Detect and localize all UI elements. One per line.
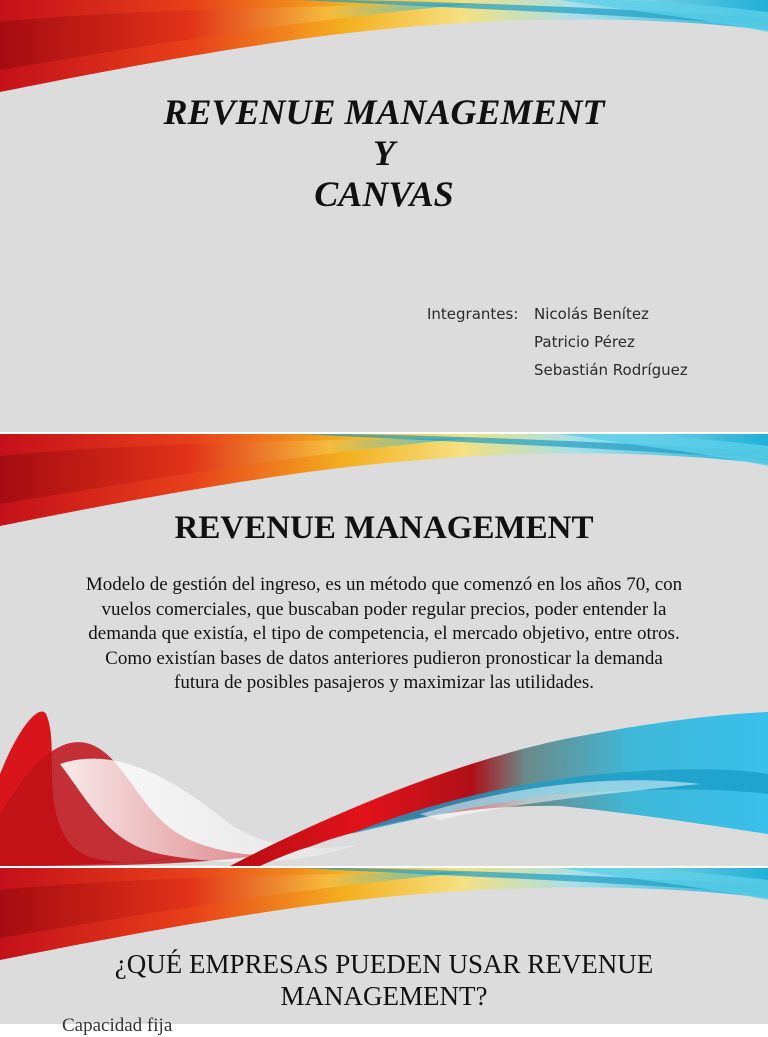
slide-body-text: Modelo de gestión del ingreso, es un método que comenzó en los años 70, con vuelos comerciales, que buscaban poder regular precios, poder entender la demanda que existía, el tipo de competencia, el mercado objetivo, entre otros. Como existían bases de datos anteriores pudieron pronosticar la demanda futura de posibles pasajeros y maximizar las utilidades. (85, 574, 683, 693)
slide-title: REVENUE MANAGEMENT (174, 510, 594, 546)
members-label: Integrantes: (427, 305, 519, 323)
member-name: Nicolás Benítez (534, 305, 649, 323)
member-name: Patricio Pérez (534, 333, 635, 351)
title-line-2: Y (373, 133, 395, 173)
title-line-3: CANVAS (314, 174, 454, 214)
members-block (427, 300, 747, 384)
title-line-1: REVENUE MANAGEMENT (163, 92, 605, 132)
decorative-swoosh-bottom (0, 704, 768, 866)
title-line-1: ¿QUÉ EMPRESAS PUEDEN USAR REVENUE (114, 949, 654, 979)
title-line-2: MANAGEMENT? (280, 981, 488, 1011)
presentation-title (0, 92, 768, 215)
slide-2[interactable] (0, 434, 768, 866)
bullet-text-partial: Capacidad fija (62, 1015, 173, 1036)
member-name: Sebastián Rodríguez (534, 361, 688, 379)
slide-1[interactable] (0, 0, 768, 432)
slide-3[interactable] (0, 868, 768, 1036)
slide-title (0, 948, 768, 1012)
